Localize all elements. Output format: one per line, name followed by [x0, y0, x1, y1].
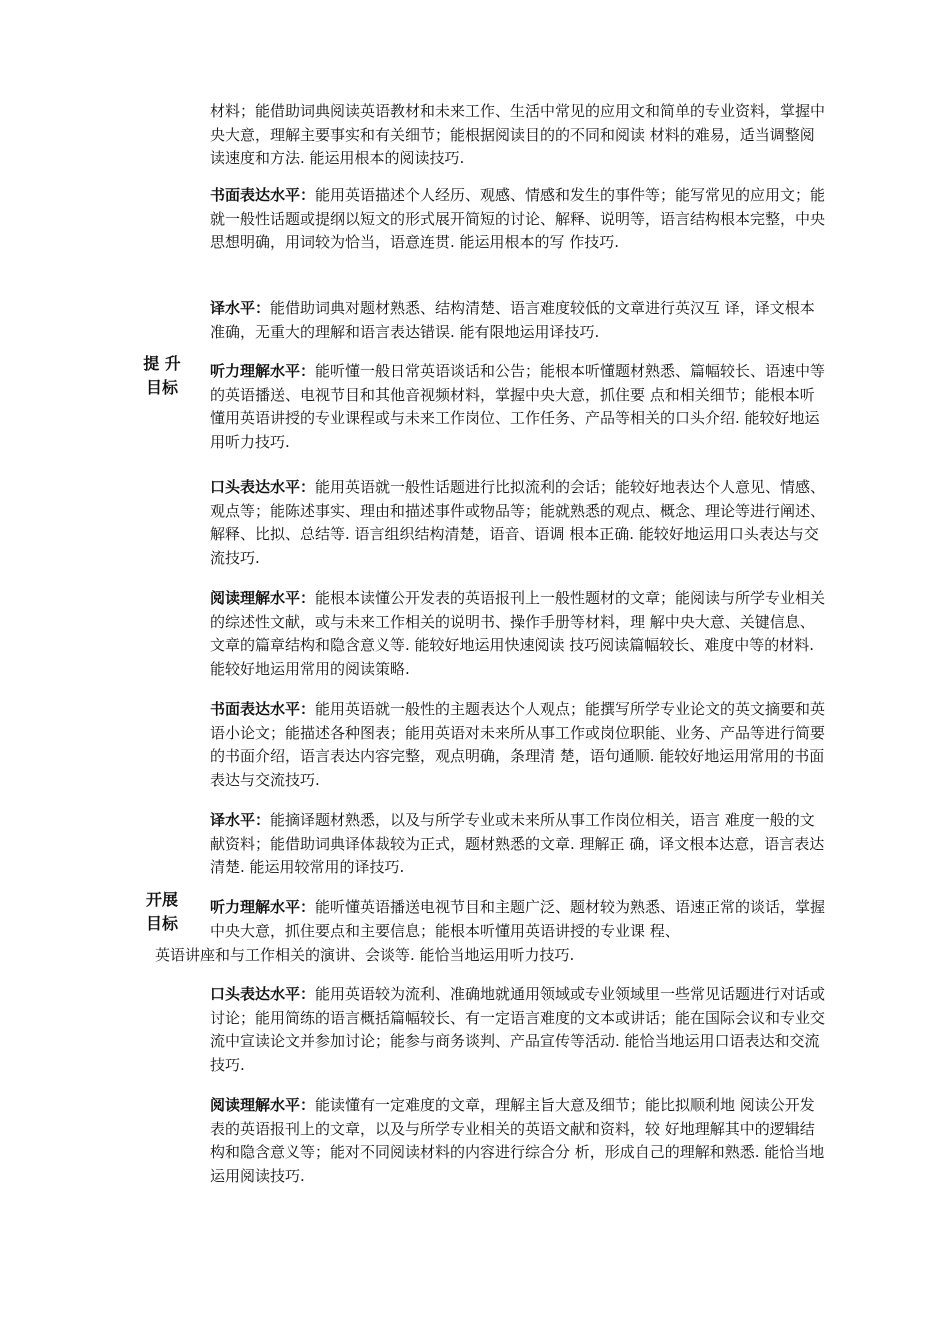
paragraph-text: 能用英语描述个人经历、观感、情感和发生的事件等；能写常见的应用文；能就一般性话题或提纲以短文的形式展开简短的讨论、解释、说明等，语言结构根本完整，中央思想明确，用词较为恰当，语意连贯. 能运用根本的写 作技巧. — [210, 186, 826, 251]
paragraph-text: 能用英语就一般性的主题表达个人观点；能撰写所学专业论文的英文摘要和英语小论文；能描述各种图表；能用英语对未来所从事工作或岗位职能、业务、产品等进行简要的书面介绍，语言表达内容完整，观点明确，条理清 楚，语句通顺. 能较好地运用常用的书面表达与交流技巧. — [210, 700, 826, 789]
paragraph-label: 书面表达水平： — [210, 700, 316, 718]
paragraph-text: 能用英语较为流利、准确地就通用领域或专业领域里一些常见话题进行对话或讨论；能用简练的语言概括篇幅较长、有一定语言难度的文本或讲话；能在国际会议和专业交流中宣读论文并参加讨论；能参与商务谈判、产品宣传等活动. 能恰当地运用口语表达和交流技巧. — [210, 985, 826, 1074]
paragraph-listening-develop-tail: 英语讲座和与工作相关的演讲、会谈等. 能恰当地运用听力技巧. — [155, 946, 575, 964]
paragraph-text: 能用英语就一般性话题进行比拟流利的会话；能较好地表达个人意见、情感、观点等；能陈述事实、理由和描述事件或物品等；能就熟悉的观点、概念、理论等进行阐述、解释、比拟、总结等. 语言组织结构清楚，语音、语调 根本正确. 能较好地运用口头表达与交流技巧. — [210, 478, 826, 567]
paragraph-listening-develop — [210, 896, 828, 943]
paragraph-writing-basic — [210, 184, 828, 255]
paragraph-text: 能听懂一般日常英语谈话和公告；能根本听懂题材熟悉、篇幅较长、语速中等的英语播送、电视节目和其他音视频材料，掌握中央大意，抓住要 点和相关细节；能根本听懂用英语讲授的专业课程或与未来工作岗位、工作任务、产品等相关的口头介绍. 能较好地运用听力技巧. — [210, 362, 826, 451]
paragraph-label: 译水平： — [210, 811, 271, 829]
paragraph-listening-raise — [210, 360, 828, 454]
paragraph-reading-develop — [210, 1094, 828, 1188]
side-label-develop-goal — [138, 888, 186, 936]
paragraph-text: 能摘译题材熟悉，以及与所学专业或未来所从事工作岗位相关，语言 难度一般的文献资料；能借助词典译体裁较为正式，题材熟悉的文章. 理解正 确，译文根本达意，语言表达清楚. 能运用较常用的译技巧. — [210, 811, 825, 876]
paragraph-text: 材料；能借助词典阅读英语教材和未来工作、生活中常见的应用文和简单的专业资料，掌握中央大意，理解主要事实和有关细节；能根据阅读目的的不同和阅读 材料的难易，适当调整阅读速度和方法. 能运用根本的阅读技巧. — [210, 102, 826, 167]
paragraph-reading-raise — [210, 587, 828, 681]
paragraph-translation-raise — [210, 809, 828, 880]
side-label-line: 目标 — [145, 914, 178, 933]
paragraph-speaking-develop — [210, 983, 828, 1077]
side-label-line: 开展 — [145, 890, 178, 909]
paragraph-label: 口头表达水平： — [210, 985, 316, 1003]
paragraph-label: 听力理解水平： — [210, 898, 316, 916]
side-label-line: 提 升 — [143, 354, 181, 373]
paragraph-reading-basic — [210, 100, 828, 171]
side-label-line: 目标 — [145, 378, 178, 397]
paragraph-text: 能听懂英语播送电视节目和主题广泛、题材较为熟悉、语速正常的谈话，掌握中央大意，抓住要点和主要信息；能根本听懂用英语讲授的专业课 程、 — [210, 898, 826, 940]
paragraph-label: 阅读理解水平： — [210, 589, 316, 607]
paragraph-label: 书面表达水平： — [210, 186, 316, 204]
side-label-raise-goal — [138, 352, 186, 400]
paragraph-text: 能读懂有一定难度的文章，理解主旨大意及细节；能比拟顺利地 阅读公开发表的英语报刊上的文章，以及与所学专业相关的英语文献和资料，较 好地理解其中的逻辑结构和隐含意义等；能对不同阅读材料的内容进行综合分 析，形成自己的理解和熟悉. 能恰当地运用阅读技巧. — [210, 1096, 825, 1185]
paragraph-speaking-raise — [210, 476, 828, 570]
paragraph-label: 阅读理解水平： — [210, 1096, 316, 1114]
paragraph-text: 能根本读懂公开发表的英语报刊上一般性题材的文章；能阅读与所学专业相关的综述性文献，或与未来工作相关的说明书、操作手册等材料，理 解中央大意、关键信息、文章的篇章结构和隐含意义等. 能较好地运用快速阅读 技巧阅读篇幅较长、难度中等的材料. 能较好地运用常用的阅读策略. — [210, 589, 826, 678]
paragraph-writing-raise — [210, 698, 828, 792]
paragraph-label: 译水平： — [210, 299, 271, 317]
paragraph-label: 口头表达水平： — [210, 478, 316, 496]
paragraph-label: 听力理解水平： — [210, 362, 316, 380]
paragraph-translation-basic — [210, 297, 828, 344]
paragraph-text: 能借助词典对题材熟悉、结构清楚、语言难度较低的文章进行英汉互 译，译文根本准确，无重大的理解和语言表达错误. 能有限地运用译技巧. — [210, 299, 815, 341]
